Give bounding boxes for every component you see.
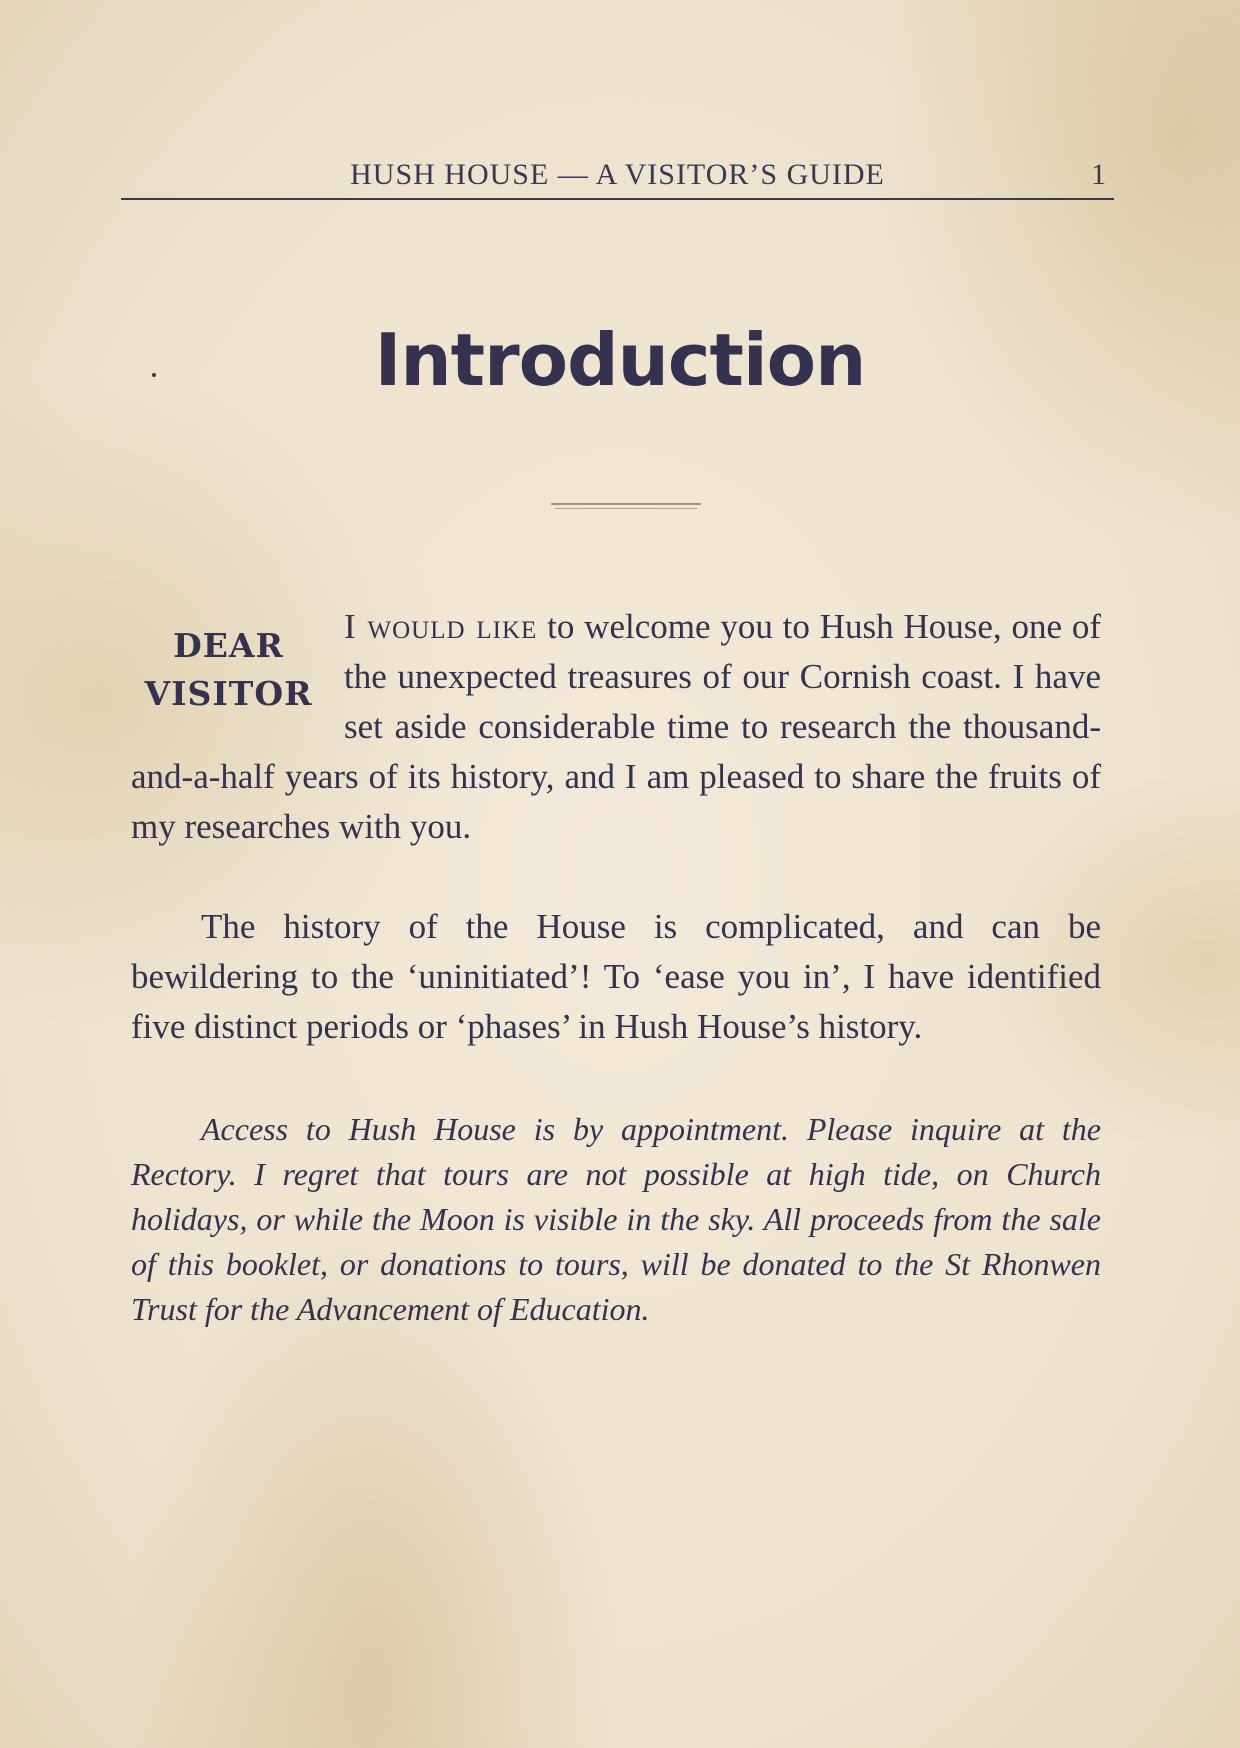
salutation-line-2: VISITOR bbox=[144, 674, 313, 713]
ornament-line-lower bbox=[555, 508, 697, 509]
ornament-line-upper bbox=[551, 503, 701, 505]
paragraph-1-text: to welcome you to Hush House, one of the unexpected treasures of our Cornish coast. I have set aside considerable time to research the thousand-and-a-half years of its history, and I am pleased to share the fruits of my researches with you. bbox=[131, 607, 1102, 846]
page-title: Introduction bbox=[374, 318, 866, 402]
lead-in-smallcaps: I would like bbox=[344, 607, 538, 646]
paragraph-2: The history of the House is complicated, and can be bewildering to the ‘uninitiated’! To ‘ease you in’, I have identified five distinct periods or ‘phases’ in Hush House’s history. bbox=[131, 907, 1101, 1046]
body-text bbox=[131, 602, 1101, 1332]
salutation bbox=[131, 602, 326, 752]
running-title: HUSH HOUSE — A VISITOR’S GUIDE bbox=[350, 158, 885, 191]
salutation-line-1: DEAR bbox=[173, 626, 284, 665]
page-number: 1 bbox=[1091, 158, 1106, 191]
running-header bbox=[121, 158, 1114, 200]
ornamental-rule bbox=[551, 503, 701, 511]
access-note: Access to Hush House is by appointment. Please inquire at the Rectory. I regret that tours are not possible at high tide, on Church holidays, or while the Moon is visible in the sky. All proceeds from the sale of this booklet, or donations to tours, will be donated to the St Rhonwen Trust for the Advancement of Education. bbox=[131, 1111, 1101, 1327]
